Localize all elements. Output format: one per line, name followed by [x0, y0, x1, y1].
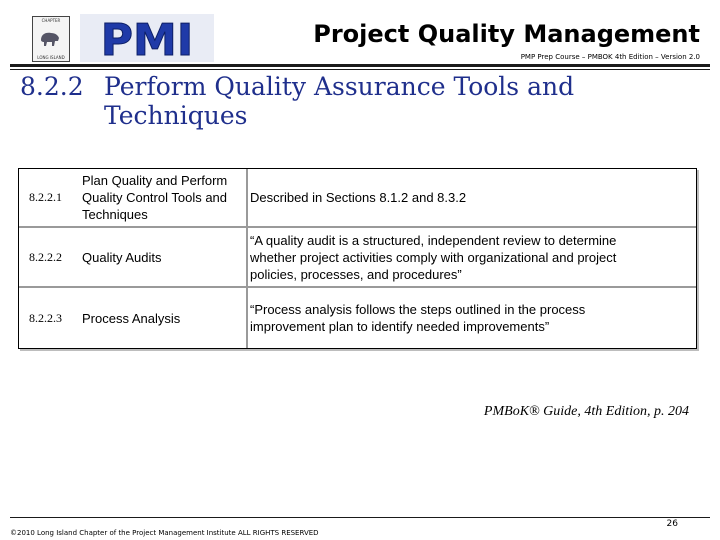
header-subtitle: PMP Prep Course – PMBOK 4th Edition – Version 2.0: [520, 53, 700, 61]
buffalo-icon: [39, 28, 61, 48]
header-rule: [10, 64, 710, 67]
citation: PMBoK® Guide, 4th Edition, p. 204: [483, 404, 689, 419]
slide-title-line2: Techniques: [104, 101, 248, 130]
table-row: [19, 169, 696, 226]
row-number: 8.2.2.1: [29, 190, 62, 204]
slide-title: [20, 72, 660, 130]
slide-title-line1: Perform Quality Assurance Tools and: [104, 72, 575, 101]
row-number: 8.2.2.3: [29, 310, 62, 325]
row-description: Described in Sections 8.1.2 and 8.3.2: [250, 190, 467, 205]
row-description: “Process analysis follows the steps outlined in the process improvement plan to identify needed improvements”: [250, 302, 586, 334]
seal-bottom-text: LONG ISLAND: [37, 55, 65, 60]
header-rule-thin: [10, 69, 710, 70]
page-number: 26: [666, 519, 678, 529]
chapter-seal: [32, 16, 70, 62]
seal-top-text: CHAPTER: [41, 18, 61, 23]
row-number: 8.2.2.2: [29, 249, 62, 264]
row-name: Quality Audits: [82, 249, 162, 265]
table-row: [19, 288, 696, 348]
row-description: “A quality audit is a structured, independent review to determine whether project activities comply with organizational and project policies, processes, and procedures”: [250, 232, 617, 282]
footer-rule: [10, 517, 710, 518]
slide-title-number: 8.2.2: [20, 72, 84, 101]
table-row: [19, 228, 696, 286]
header-title: Project Quality Management: [313, 20, 700, 48]
pmi-logo: [10, 12, 216, 64]
row-name: Plan Quality and Perform Quality Control Tools and Techniques: [82, 173, 228, 222]
tools-table: [18, 168, 697, 349]
row-name: Process Analysis: [82, 310, 181, 326]
copyright-text: ©2010 Long Island Chapter of the Project Management Institute ALL RIGHTS RESERVED: [10, 529, 319, 537]
pmi-wordmark: [80, 14, 214, 62]
pmi-wordmark-text: PMI: [100, 15, 194, 62]
